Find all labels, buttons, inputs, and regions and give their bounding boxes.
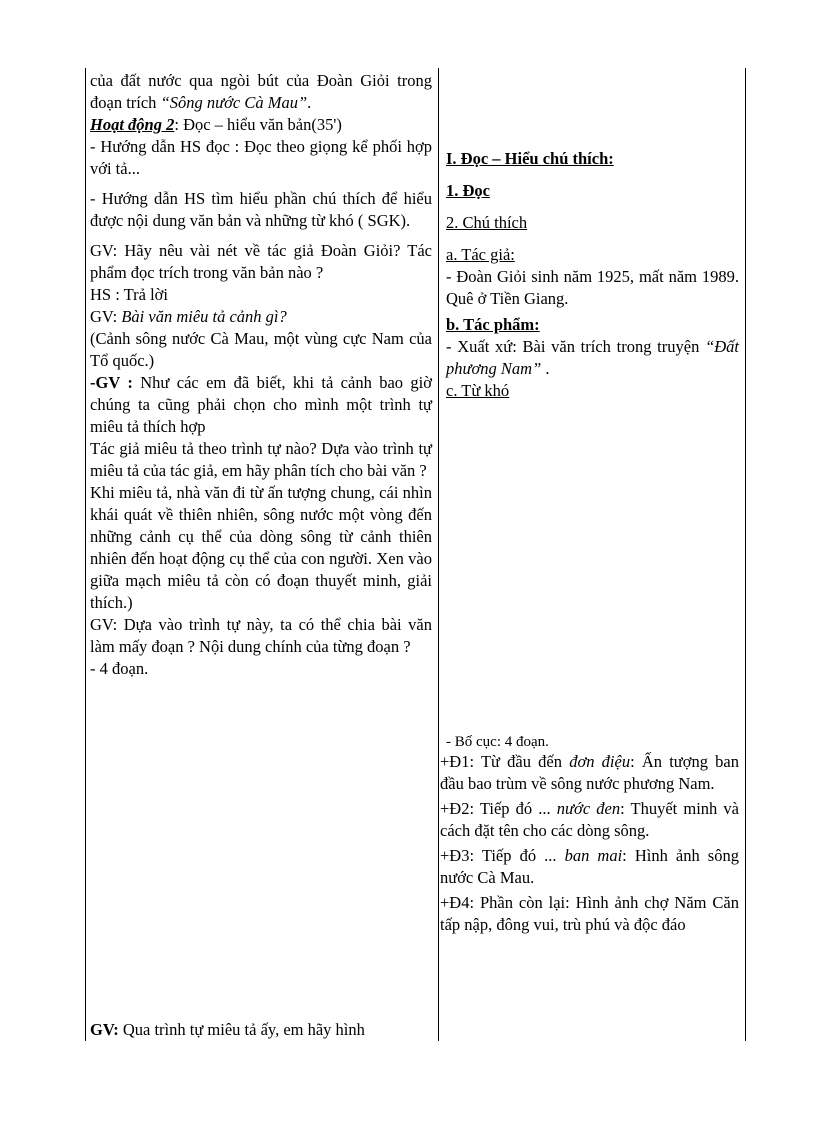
section-3: +Đ3: Tiếp đó ... ban mai: Hình ảnh sông nước Cà Mau.	[440, 846, 739, 887]
activity-2-heading: Hoạt động 2: Đọc – hiểu văn bản(35')	[90, 115, 342, 134]
structure-summary: - Bố cục: 4 đoạn.	[446, 734, 549, 750]
sections-answer: - 4 đoạn.	[90, 659, 149, 678]
scene-answer: (Cảnh sông nước Cà Mau, một vùng cực Nam của Tổ quốc.)	[90, 329, 432, 370]
heading-footnotes: 2. Chú thích	[446, 213, 528, 232]
heading-vocabulary: c. Từ khó	[446, 381, 510, 400]
teacher-activities-column	[90, 70, 432, 680]
heading-work: b. Tác phẩm:	[446, 315, 540, 334]
table-border-left	[85, 68, 86, 1041]
footnote-guide: - Hướng dẫn HS tìm hiểu phần chú thích để hiểu được nội dung văn bản và những từ khó ( SGK).	[90, 189, 432, 230]
hs-answer: HS : Trả lời	[90, 285, 168, 304]
heading-author: a. Tác giả:	[446, 245, 515, 264]
work-origin: - Xuất xứ: Bài văn trích trong truyện “Đất phương Nam” .	[446, 337, 739, 378]
table-border-middle	[438, 68, 439, 1041]
structure-section	[440, 733, 739, 936]
table-border-right	[745, 68, 746, 1041]
order-answer: Khi miêu tả, nhà văn đi từ ấn tượng chung, cái nhìn khái quát về thiên nhiên, sông nước một vòng đến những cảnh cụ thể của dòng sông từ cảnh thiên nhiên đến hoạt động cụ thể của con người. Xen vào giữa mạch miêu tả còn có đoạn thuyết minh, giải thích.)	[90, 483, 432, 612]
gv-question-scene: GV: Bài văn miêu tả cảnh gì?	[90, 307, 287, 326]
heading-reading: 1. Đọc	[446, 181, 490, 200]
section-1: +Đ1: Từ đầu đến đơn điệu: Ấn tượng ban đầu bao trùm về sông nước phương Nam.	[440, 752, 739, 793]
gv-question-author: GV: Hãy nêu vài nét về tác giả Đoàn Giỏi? Tác phẩm đọc trích trong văn bản nào ?	[90, 241, 432, 282]
author-info: - Đoàn Giỏi sinh năm 1925, mất năm 1989. Quê ở Tiền Giang.	[446, 267, 739, 308]
section-4: +Đ4: Phần còn lại: Hình ảnh chợ Năm Căn tấp nập, đông vui, trù phú và độc đáo	[440, 893, 739, 934]
gv-order-note: -GV : Như các em đã biết, khi tả cảnh bao giờ chúng ta cũng phải chọn cho mình một trình tự miêu tả thích hợp	[90, 373, 432, 436]
content-column	[446, 70, 739, 402]
heading-reading-footnotes: I. Đọc – Hiểu chú thích:	[446, 149, 614, 168]
gv-question-final: GV: Qua trình tự miêu tả ấy, em hãy hình	[90, 1020, 365, 1039]
reading-guide: - Hướng dẫn HS đọc : Đọc theo giọng kể phối hợp với tả...	[90, 137, 432, 178]
gv-question-sections: GV: Dựa vào trình tự này, ta có thể chia bài văn làm mấy đoạn ? Nội dung chính của từng đoạn ?	[90, 615, 432, 656]
intro-paragraph: của đất nước qua ngòi bút của Đoàn Giỏi trong đoạn trích “Sông nước Cà Mau”.	[90, 71, 432, 112]
order-question: Tác giả miêu tả theo trình tự nào? Dựa vào trình tự miêu tả của tác giả, em hãy phân tích cho bài văn ?	[90, 439, 432, 480]
section-2: +Đ2: Tiếp đó ... nước đen: Thuyết minh và cách đặt tên cho các dòng sông.	[440, 799, 739, 840]
